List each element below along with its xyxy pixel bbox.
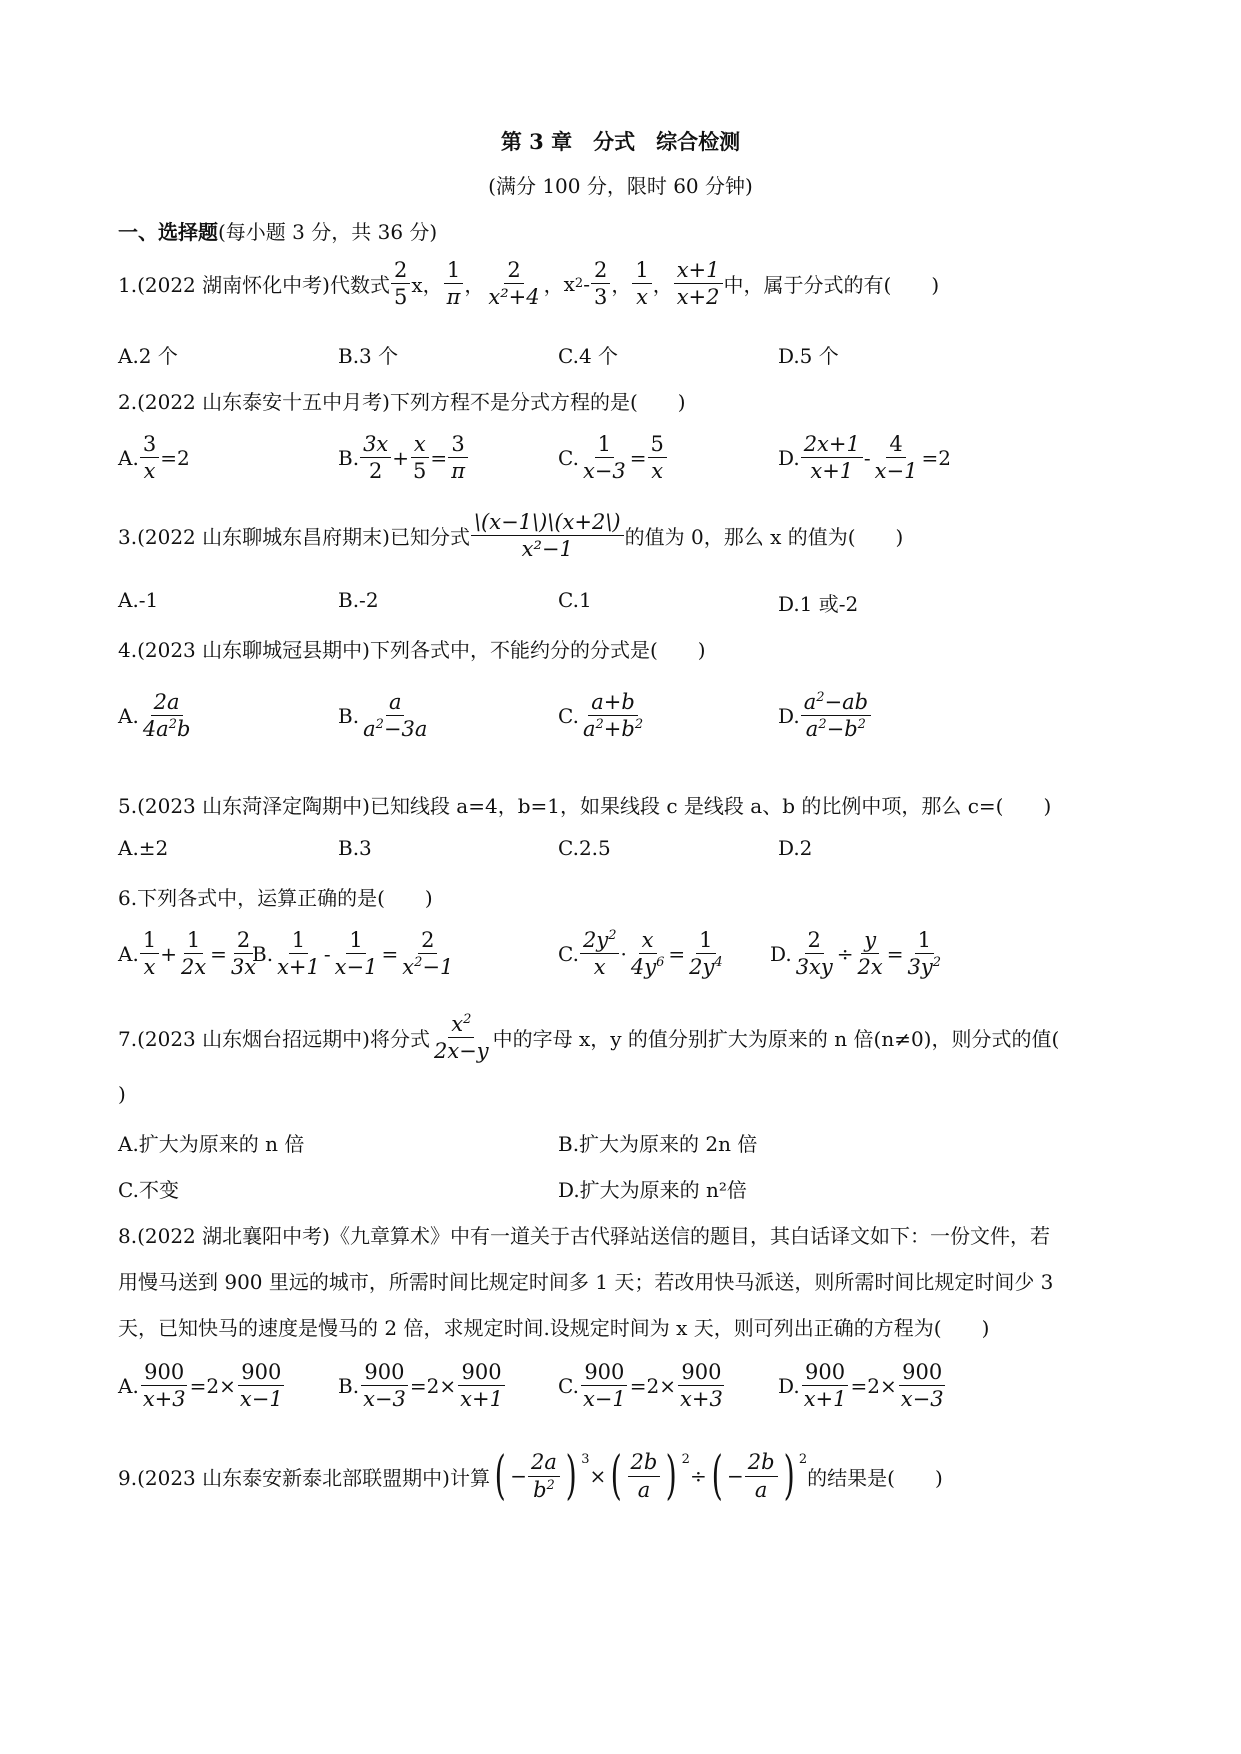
q7-option-c: C.不变 bbox=[118, 1178, 179, 1202]
q1-suffix: 中，属于分式的有( ) bbox=[723, 273, 940, 298]
q7-option-d: D.扩大为原来的 n²倍 bbox=[558, 1178, 747, 1202]
q5-option-b: B.3 bbox=[338, 836, 372, 860]
page-subtitle: (满分 100 分，限时 60 分钟) bbox=[488, 174, 753, 198]
q7-fraction: $\frac{x^2}{2x-y}$ bbox=[433, 1012, 489, 1064]
q8-option-b: B. $\frac{900}{x-3}$ =2× $\frac{900}{x+1}$ bbox=[338, 1360, 503, 1412]
page-title: 第 3 章 分式 综合检测 bbox=[500, 129, 741, 154]
q2-option-d: D. $\frac{2x+1}{x+1}$ - $\frac{4}{x-1}$ =2 bbox=[778, 432, 951, 484]
q2-option-b: B. $\frac{3x}{2}$ + $\frac{x}{5}$ = $\frac{3}{\pi}$ bbox=[338, 432, 469, 483]
q4-option-a: A. $\frac{2a}{4a^2b}$ bbox=[118, 690, 191, 742]
q1-frac-4: $\frac{2}{3}$ bbox=[591, 258, 610, 309]
q1-option-d: D.5 个 bbox=[778, 344, 839, 368]
q2-option-a: A. $\frac{3}{x}$ =2 bbox=[118, 432, 190, 484]
q1-option-a: A.2 个 bbox=[118, 344, 178, 368]
q1-option-b: B.3 个 bbox=[338, 344, 399, 368]
q1-frac-3: $\frac{2}{\text{x²+4}}$ bbox=[488, 258, 540, 310]
q6-option-b: B. $\frac{1}{x+1}$ - $\frac{1}{x-1}$ = $\frac{2}{x^2-1}$ bbox=[252, 928, 454, 980]
q8-option-c: C. $\frac{900}{x-1}$ =2× $\frac{900}{x+3}$ bbox=[558, 1360, 723, 1412]
q2-option-c: C. $\frac{1}{x-3}$ = $\frac{5}{x}$ bbox=[558, 432, 668, 483]
question-2: 2.(2022 山东泰安十五中月考)下列方程不是分式方程的是( ) bbox=[118, 390, 686, 414]
q6-option-a: A. $\frac{1}{x}$ + $\frac{1}{2x}$ = $\frac{2}{3x}$ bbox=[118, 928, 257, 980]
question-8-line-1: 8.(2022 湖北襄阳中考)《九章算术》中有一道关于古代驿站送信的题目，其白话译文如下：一份文件，若 bbox=[118, 1224, 1050, 1248]
q4-option-d: D. $\frac{a^2-ab}{a^2-b^2}$ bbox=[778, 690, 872, 741]
q3-option-c: C.1 bbox=[558, 588, 592, 612]
question-5: 5.(2023 山东菏泽定陶期中)已知线段 a=4，b=1，如果线段 c 是线段 a、b 的比例中项，那么 c=( ) bbox=[118, 794, 1052, 818]
q7-close-paren: ) bbox=[118, 1082, 126, 1106]
q5-option-d: D.2 bbox=[778, 836, 813, 860]
q1-prefix: 1.(2022 湖南怀化中考)代数式 bbox=[118, 273, 390, 298]
q7-option-a: A.扩大为原来的 n 倍 bbox=[118, 1132, 305, 1156]
q1-frac-2: $\frac{1}{\pi}$ bbox=[444, 258, 464, 309]
question-7: 7.(2023 山东烟台招远期中)将分式 $\frac{x^2}{2x-y}$ 中的字母 x，y 的值分别扩大为原来的 n 倍(n≠0)，则分式的值( bbox=[118, 1012, 1060, 1064]
q1-option-c: C.4 个 bbox=[558, 344, 619, 368]
question-8-line-3: 天，已知快马的速度是慢马的 2 倍，求规定时间.设规定时间为 x 天，则可列出正确的方程为( ) bbox=[118, 1316, 990, 1340]
section-heading bbox=[118, 216, 437, 245]
q3-option-a: A.-1 bbox=[118, 588, 159, 612]
question-4: 4.(2023 山东聊城冠县期中)下列各式中，不能约分的分式是( ) bbox=[118, 638, 706, 662]
section-note: (每小题 3 分，共 36 分) bbox=[218, 220, 438, 244]
q8-option-a: A. $\frac{900}{x+3}$ =2× $\frac{900}{x-1}$ bbox=[118, 1360, 283, 1412]
question-9: 9.(2023 山东泰安新泰北部联盟期中)计算 ( − $\frac{2a}{b^2}$ ) $^3$ × ( $\frac{2b}{a}$ ) $^2$ ÷ ( − $\frac{2b}{a}$ ) $^2$ 的结果是( ) bbox=[118, 1446, 943, 1506]
question-1: 1.(2022 湖南怀化中考)代数式 $\frac{2}{5}$ x， $\frac{1}{\pi}$ ， $\frac{2}{\text{x²+4}}$ ， x 2 - $\frac{2}{3}$ ， $\frac{1}{x}$ ， $\frac{x+1}{x+2}$ 中，属于分式的有( ) bbox=[118, 258, 940, 310]
q8-option-d: D. $\frac{900}{x+1}$ =2× $\frac{900}{x-3}$ bbox=[778, 1360, 944, 1412]
q1-frac-6: $\frac{x+1}{x+2}$ bbox=[674, 258, 723, 309]
q6-option-d: D. $\frac{2}{3xy}$ ÷ $\frac{y}{2x}$ = $\frac{1}{3y^2}$ bbox=[770, 928, 942, 980]
question-6: 6.下列各式中，运算正确的是( ) bbox=[118, 886, 433, 910]
question-8-line-2: 用慢马送到 900 里远的城市，所需时间比规定时间多 1 天；若改用快马派送，则所需时间比规定时间少 3 bbox=[118, 1270, 1054, 1294]
q3-option-d: D.1 或-2 bbox=[778, 592, 859, 616]
q1-frac-1: $\frac{2}{5}$ bbox=[391, 258, 410, 309]
q4-option-b: B. $\frac{a}{a^2-3a}$ bbox=[338, 690, 428, 742]
q3-option-b: B.-2 bbox=[338, 588, 379, 612]
q7-option-b: B.扩大为原来的 2n 倍 bbox=[558, 1132, 758, 1156]
section-label: 一、选择题 bbox=[118, 220, 218, 244]
q3-fraction: $\frac{\backslash(x-1\backslash)\backslash(x+2\backslash)}{\text{x²−1}}$ bbox=[471, 510, 624, 561]
q5-option-c: C.2.5 bbox=[558, 836, 611, 860]
q1-frac-5: $\frac{1}{x}$ bbox=[632, 258, 651, 309]
question-3: 3.(2022 山东聊城东昌府期末)已知分式 $\frac{\backslash(x-1\backslash)\backslash(x+2\backslash)}{\text{x²−1}}$ 的值为 0，那么 x 的值为( ) bbox=[118, 510, 904, 562]
q5-option-a: A.±2 bbox=[118, 836, 169, 860]
q6-option-c: C. $\frac{2y^2}{x}$ · $\frac{x}{4y^6}$ = $\frac{1}{2y^4}$ bbox=[558, 928, 723, 980]
q4-option-c: C. $\frac{a+b}{a^2+b^2}$ bbox=[558, 690, 644, 742]
